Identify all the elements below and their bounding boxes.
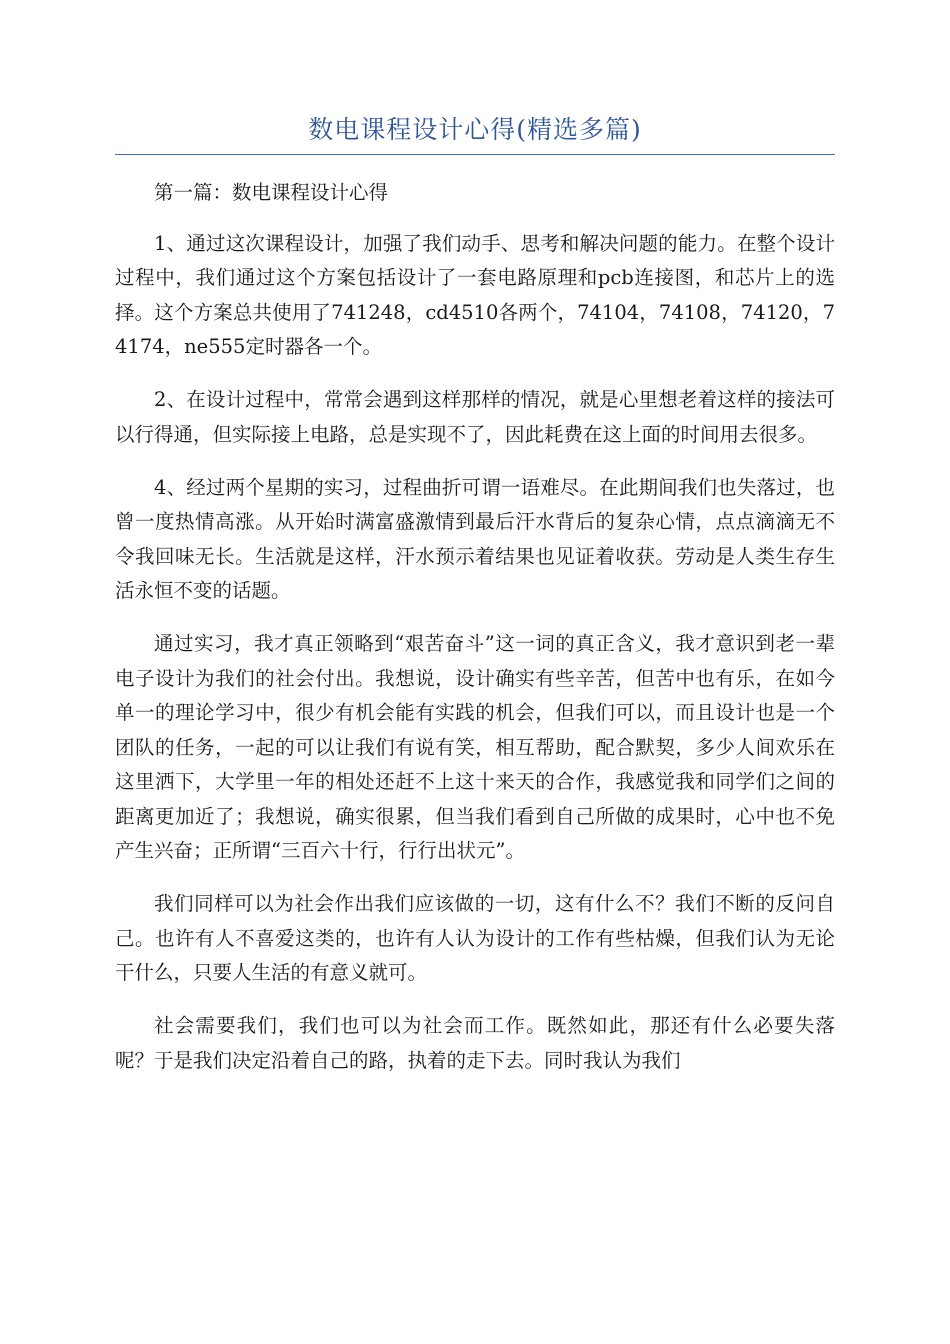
paragraph: 我们同样可以为社会作出我们应该做的一切，这有什么不？我们不断的反问自己。也许有人不喜爱这类的，也许有人认为设计的工作有些枯燥，但我们认为无论干什么，只要人生活的有意义就可。 bbox=[115, 892, 835, 984]
document-title: 数电课程设计心得(精选多篇) bbox=[308, 115, 642, 144]
paragraph: 社会需要我们，我们也可以为社会而工作。既然如此，那还有什么必要失落呢？于是我们决定沿着自己的路，执着的走下去。同时我认为我们 bbox=[115, 1014, 835, 1072]
section-heading: 第一篇：数电课程设计心得 bbox=[154, 181, 389, 204]
title-underline bbox=[115, 154, 835, 155]
paragraph: 4、经过两个星期的实习，过程曲折可谓一语难尽。在此期间我们也失落过，也曾一度热情高涨。从开始时满富盛激情到最后汗水背后的复杂心情，点点滴滴无不令我回味无长。生活就是这样，汗水预示着结果也见证着收获。劳动是人类生存生活永恒不变的话题。 bbox=[115, 475, 835, 602]
document-body bbox=[115, 176, 835, 1097]
paragraph: 通过实习，我才真正领略到“艰苦奋斗”这一词的真正含义，我才意识到老一辈电子设计为我们的社会付出。我想说，设计确实有些辛苦，但苦中也有乐，在如今单一的理论学习中，很少有机会能有实践的机会，但我们可以，而且设计也是一个团队的任务，一起的可以让我们有说有笑，相互帮助，配合默契，多少人间欢乐在这里洒下，大学里一年的相处还赶不上这十来天的合作，我感觉我和同学们之间的距离更加近了；我想说，确实很累，但当我们看到自己所做的成果时，心中也不免产生兴奋；正所谓“三百六十行，行行出状元”。 bbox=[115, 632, 835, 862]
paragraph: 2、在设计过程中，常常会遇到这样那样的情况，就是心里想老着这样的接法可以行得通，但实际接上电路，总是实现不了，因此耗费在这上面的时间用去很多。 bbox=[115, 388, 835, 446]
paragraph: 1、通过这次课程设计，加强了我们动手、思考和解决问题的能力。在整个设计过程中，我们通过这个方案包括设计了一套电路原理和pcb连接图，和芯片上的选择。这个方案总共使用了741248，cd4510各两个，74104，74108，74120，74174，ne555定时器各一个。 bbox=[115, 231, 835, 358]
